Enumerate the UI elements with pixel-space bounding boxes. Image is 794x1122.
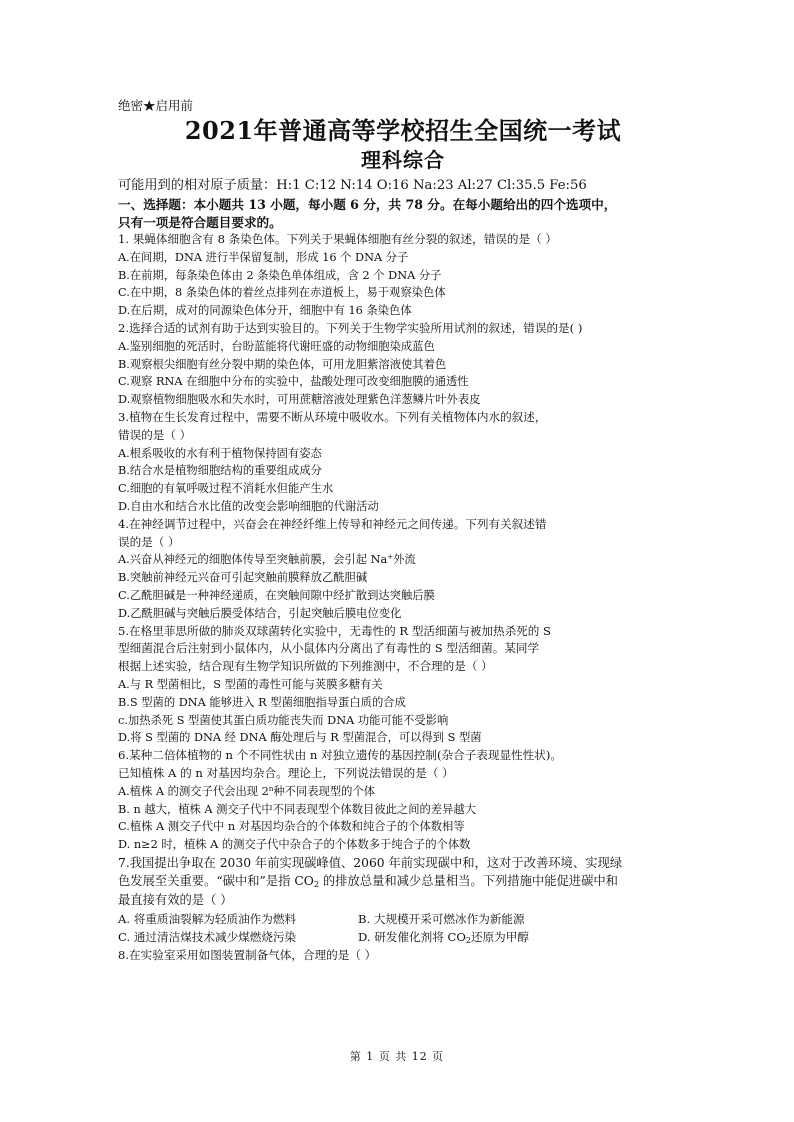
exam-subtitle: 理科综合 xyxy=(361,148,445,172)
section-heading-line-2: 只有一项是符合题目要求的。 xyxy=(118,214,282,230)
question-4-option-b: B.突触前神经元兴奋可引起突触前膜释放乙酰胆碱 xyxy=(118,571,368,585)
question-3-option-a: A.根系吸收的水有利于植物保持固有姿态 xyxy=(118,446,322,460)
question-7-stem-line-3: 最直接有效的是（ ） xyxy=(118,893,233,908)
question-6-option-a-text: A.植株 A 的测交子代会出现 2 xyxy=(118,784,269,798)
question-4-option-d: D.乙酰胆碱与突触后膜受体结合，引起突触后膜电位变化 xyxy=(118,606,402,620)
question-1-option-a: A.在间期，DNA 进行半保留复制，形成 16 个 DNA 分子 xyxy=(118,250,409,264)
question-7-option-d-tail: 还原为甲醇 xyxy=(470,930,529,945)
question-1-option-b: B.在前期，每条染色体由 2 条染色单体组成，含 2 个 DNA 分子 xyxy=(118,268,442,282)
section-heading-line-1: 一、选择题：本小题共 13 小题，每小题 6 分，共 78 分。在每小题给出的四个选项中， xyxy=(118,197,617,212)
question-2 xyxy=(118,320,688,409)
question-2-stem: 2.选择合适的试剂有助于达到实验目的。下列关于生物学实验所用试剂的叙述，错误的是( ) xyxy=(118,320,583,335)
question-2-option-c: C.观察 RNA 在细胞中分布的实验中，盐酸处理可改变细胞膜的通透性 xyxy=(118,375,469,389)
question-3-option-c: C.细胞的有氧呼吸过程不消耗水但能产生水 xyxy=(118,482,334,496)
question-4 xyxy=(118,516,688,623)
question-7-options-row-1 xyxy=(118,910,688,929)
question-3 xyxy=(118,409,688,516)
question-7-stem-text: 色发展至关重要。“碳中和”是指 CO xyxy=(118,874,314,889)
question-1-option-c: C.在中期，8 条染色体的着丝点排列在赤道板上，易于观察染色体 xyxy=(118,286,446,300)
exam-page xyxy=(118,96,688,965)
question-8 xyxy=(118,947,688,965)
question-1-option-d: D.在后期，成对的同源染色体分开，细胞中有 16 条染色体 xyxy=(118,304,412,318)
question-1-stem: 1. 果蝇体细胞含有 8 条染色体。下列关于果蝇体细胞有丝分裂的叙述，错误的是（ ） xyxy=(118,232,557,246)
question-2-option-d: D.观察植物细胞吸水和失水时，可用蔗糖溶液处理紫色洋葱鳞片叶外表皮 xyxy=(118,393,481,407)
question-7-option-d xyxy=(358,928,529,947)
question-3-stem-line-2: 错误的是（ ） xyxy=(118,427,192,442)
co2-subscript-d: 2 xyxy=(465,936,471,946)
question-6 xyxy=(118,747,688,854)
question-8-stem: 8.在实验室采用如图装置制备气体，合理的是（ ） xyxy=(118,947,377,962)
question-7 xyxy=(118,854,688,947)
question-6-option-c: C.植株 A 测交子代中 n 对基因均杂合的个体数和纯合子的个体数相等 xyxy=(118,820,465,834)
question-6-stem-line-1: 6.某种二倍体植物的 n 个不同性状由 n 对独立遗传的基因控制(杂合子表现显性性状)。 xyxy=(118,748,562,763)
question-5-option-c: c.加热杀死 S 型菌使其蛋白质功能丧失而 DNA 功能可能不受影响 xyxy=(118,713,449,727)
power-n: n xyxy=(268,784,274,793)
question-7-stem-tail: 的排放总量和减少总量相当。下列措施中能促进碳中和 xyxy=(318,874,618,889)
question-5-stem-line-1: 5.在格里菲思所做的肺炎双球菌转化实验中，无毒性的 R 型活细菌与被加热杀死的 S xyxy=(118,623,551,638)
question-2-option-a: A.鉴别细胞的死活时，台盼蓝能将代谢旺盛的动物细胞染成蓝色 xyxy=(118,339,435,353)
question-3-stem-line-1: 3.植物在生长发育过程中，需要不断从环境中吸收水。下列有关植物体内水的叙述， xyxy=(118,409,547,424)
question-4-option-a-text: A.兴奋从神经元的细胞体传导至突触前膜，会引起 Na xyxy=(118,553,388,567)
question-7-options-row-2 xyxy=(118,928,688,947)
question-6-option-a-tail: 种不同表现型的个体 xyxy=(273,784,376,798)
section-heading xyxy=(118,196,688,231)
question-6-option-d: D. n≥2 时，植株 A 的测交子代中杂合子的个体数多于纯合子的个体数 xyxy=(118,838,471,852)
question-2-option-b: B.观察根尖细胞有丝分裂中期的染色体，可用龙胆紫溶液使其着色 xyxy=(118,357,447,371)
question-1 xyxy=(118,231,688,320)
question-4-option-a-tail: 外流 xyxy=(393,553,416,567)
confidential-mark: 绝密★启用前 xyxy=(118,98,194,113)
question-6-stem-line-2: 已知植株 A 的 n 对基因均杂合。理论上，下列说法错误的是（ ） xyxy=(118,765,454,780)
question-5-option-b: B.S 型菌的 DNA 能够进入 R 型菌细胞指导蛋白质的合成 xyxy=(118,695,406,709)
page-footer: 第 1 页 共 12 页 xyxy=(349,1050,445,1063)
question-4-stem-line-2: 误的是（ ） xyxy=(118,534,180,549)
co2-subscript: 2 xyxy=(313,880,319,890)
sodium-charge: + xyxy=(387,553,394,562)
question-3-option-b: B.结合水是植物细胞结构的重要组成成分 xyxy=(118,464,322,478)
question-5-option-d: D.将 S 型菌的 DNA 经 DNA 酶处理后与 R 型菌混合，可以得到 S 型菌 xyxy=(118,731,482,745)
question-5-option-a: A.与 R 型菌相比，S 型菌的毒性可能与荚膜多糖有关 xyxy=(118,677,383,691)
question-5-stem-line-3: 根据上述实验，结合现有生物学知识所做的下列推测中，不合理的是（ ） xyxy=(118,659,493,674)
question-7-option-d-text: D. 研发催化剂将 CO xyxy=(358,930,466,945)
question-7-option-c: C. 通过清洁煤技术减少煤燃烧污染 xyxy=(118,930,297,945)
question-4-stem-line-1: 4.在神经调节过程中，兴奋会在神经纤维上传导和神经元之间传递。下列有关叙述错 xyxy=(118,516,547,531)
question-4-option-c: C.乙酰胆碱是一种神经递质，在突触间隙中经扩散到达突触后膜 xyxy=(118,588,435,602)
question-6-option-b: B. n 越大，植株 A 测交子代中不同表现型个体数目彼此之间的差异越大 xyxy=(118,802,477,816)
question-6-option-a xyxy=(118,783,688,801)
question-7-stem-line-2 xyxy=(118,872,688,891)
question-5-stem-line-2: 型细菌混合后注射到小鼠体内，从小鼠体内分离出了有毒性的 S 型活细菌。某同学 xyxy=(118,641,540,656)
question-7-option-a: A. 将重质油裂解为轻质油作为燃料 xyxy=(118,911,297,926)
question-7-stem-line-1: 7.我国提出争取在 2030 年前实现碳峰值、2060 年前实现碳中和，这对于改善环境、实现绿 xyxy=(118,855,623,870)
question-7-option-b: B. 大规模开采可燃冰作为新能源 xyxy=(358,911,525,926)
atomic-masses: 可能用到的相对原子质量：H:1 C:12 N:14 O:16 Na:23 Al:27 Cl:35.5 Fe:56 xyxy=(118,178,587,193)
question-3-option-d: D.自由水和结合水比值的改变会影响细胞的代谢活动 xyxy=(118,499,379,513)
exam-title: 2021年普通高等学校招生全国统一考试 xyxy=(184,116,622,145)
question-5 xyxy=(118,623,688,748)
question-4-option-a xyxy=(118,551,688,569)
